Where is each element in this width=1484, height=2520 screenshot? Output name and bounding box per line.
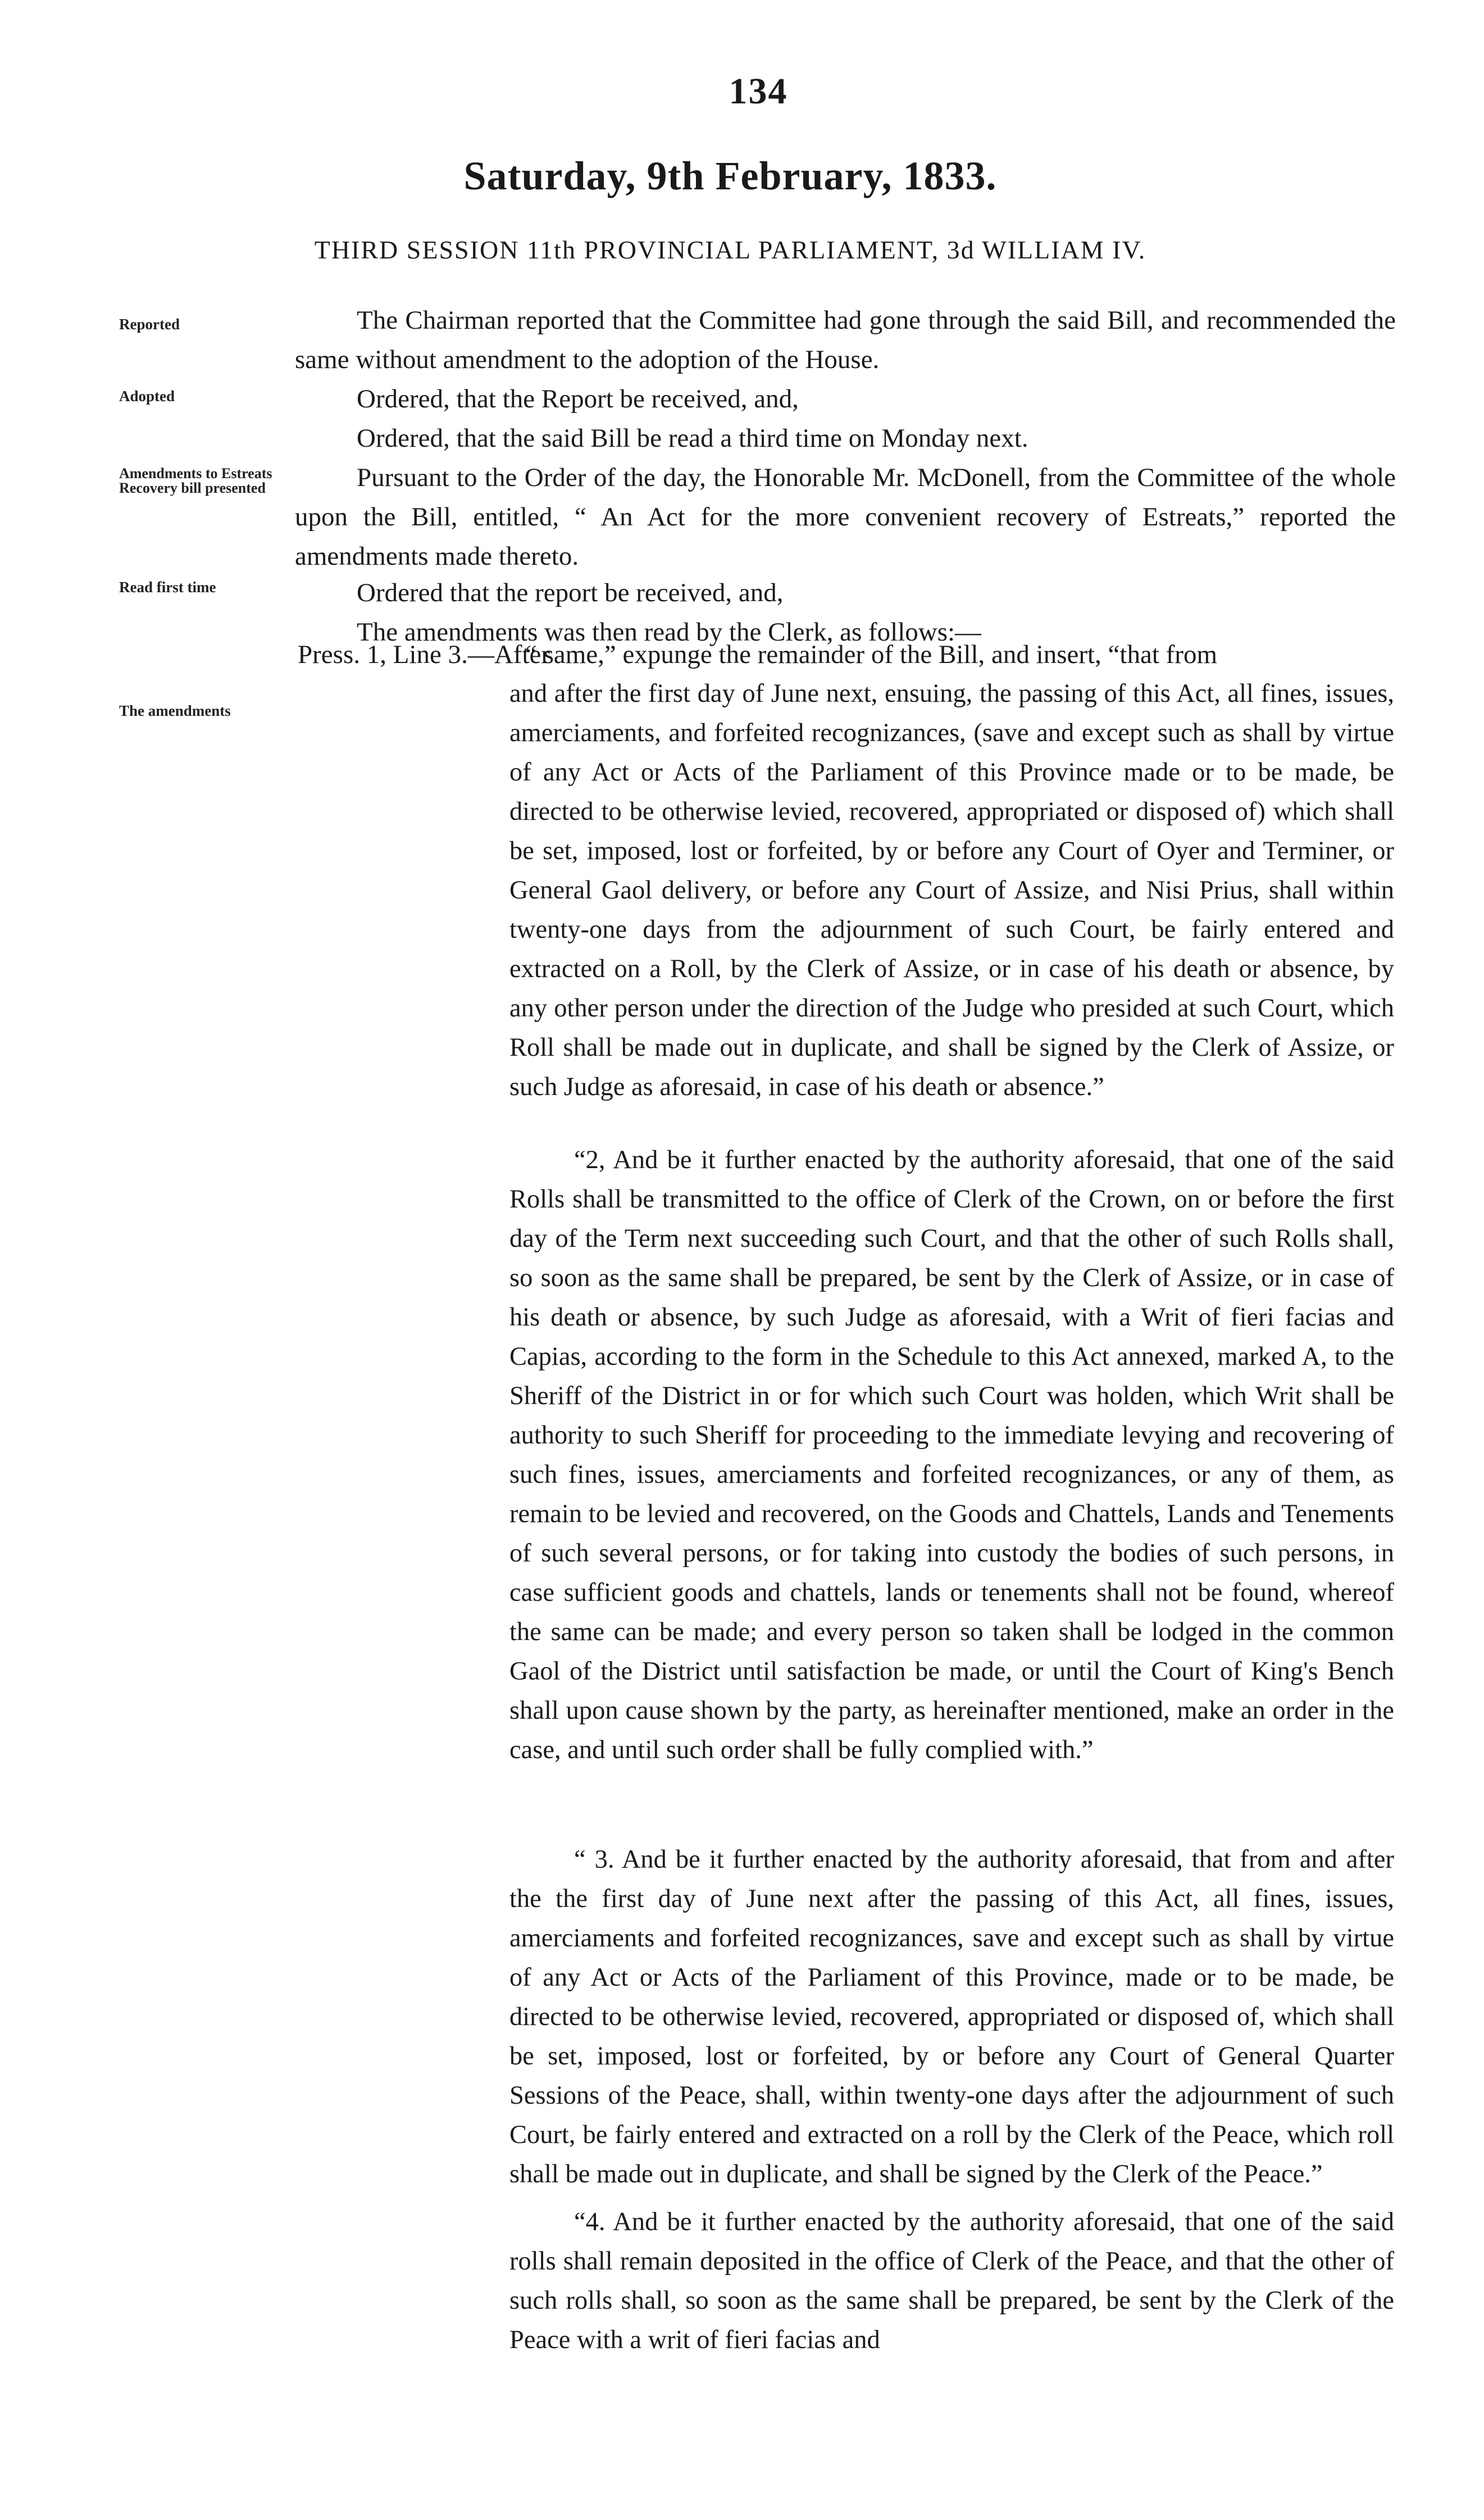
session-heading: THIRD SESSION 11th PROVINCIAL PARLIAMENT, 3d WILLIAM IV. (314, 235, 1146, 264)
amendment-clause-1: and after the first day of June next, ensuing, the passing of this Act, all fines, issues, amerciaments, and forfeited recognizances, (save and except such as shall by virtue of any Act or Acts of the Parliament of this Province made or to be made, be directed to be otherwise levied, recovered, appropriated or disposed of) which shall be set, imposed, lost or forfeited, by or before any Court of Oyer and Terminer, or General Gaol delivery, or before any Court of Assize, and Nisi Prius, shall within twenty-one days from the adjournment of such Court, be fairly entered and extracted on a Roll, by the Clerk of Assize, or in case of his death or absence, by any other person under the direction of the Judge who presided at such Court, which Roll shall be made out in duplicate, and shall be signed by the Clerk of Assize, or such Judge as aforesaid, in case of his death or absence.” (509, 679, 1394, 1101)
paragraph-report-received: Ordered that the report be received, and, (357, 578, 784, 607)
amendment-clause-4: “4. And be it further enacted by the authority aforesaid, that one of the said rolls shall remain deposited in the office of Clerk of the Peace, and that the other of such rolls shall, so soon as the same shall be prepared, be sent by the Clerk of the Peace with a writ of fieri facias and (509, 2208, 1394, 2354)
amendment-lead: Press. 1, Line 3.—After (298, 640, 550, 669)
paragraph-pursuant-order: Pursuant to the Order of the day, the Honorable Mr. McDonell, from the Committee of the whole upon the Bill, entitled, “ An Act for the more convenient recovery of Estreats,” reported the amendments made thereto. (295, 463, 1396, 571)
paragraph-amendments-read: The amendments was then read by the Clerk, as follows:— (357, 617, 982, 647)
margin-note-amendments-presented: Amendments to Estreats Recovery bill presented (119, 465, 272, 496)
date-heading: Saturday, 9th February, 1833. (463, 153, 997, 198)
paragraph-chairman-report: The Chairman reported that the Committee had gone through the said Bill, and recommended the same without amendment to the adoption of the House. (295, 306, 1396, 374)
amendment-clause-3: “ 3. And be it further enacted by the authority aforesaid, that from and after the the first day of June next after the passing of this Act, all fines, issues, amerciaments and forfeited recognizances, save and except such as shall by virtue of any Act or Acts of the Parliament of this Province, made or to be made, be directed to be otherwise levied, recovered, appropriated or disposed of, which shall be set, imposed, lost or forfeited, by or before any Court of General Quarter Sessions of the Peace, shall, within twenty-one days after the adjournment of such Court, be fairly entered and extracted on a roll by the Clerk of the Peace, which roll shall be made out in duplicate, and shall be signed by the Clerk of the Peace.” (509, 1845, 1394, 2188)
paragraph-ordered-third-time: Ordered, that the said Bill be read a third time on Monday next. (357, 424, 1028, 453)
margin-note-reported: Reported (119, 316, 180, 333)
amendment-first-line: “ same,” expunge the remainder of the Bill, and insert, “that from (525, 640, 1218, 669)
paragraph-ordered-received: Ordered, that the Report be received, and, (357, 384, 799, 414)
margin-note-read-first-time: Read first time (119, 579, 216, 596)
margin-note-adopted: Adopted (119, 388, 175, 405)
page-number: 134 (729, 71, 788, 112)
amendment-clause-2: “2, And be it further enacted by the authority aforesaid, that one of the said Rolls shall be transmitted to the office of Clerk of the Crown, on or before the first day of the Term next succeeding such Court, and that the other of such Rolls shall, so soon as the same shall be prepared, be sent by the Clerk of Assize, or in case of his death or absence, by such Judge as aforesaid, with a Writ of fieri facias and Capias, according to the form in the Schedule to this Act annexed, marked A, to the Sheriff of the District in or for which such Court was holden, which Writ shall be authority to such Sheriff for proceeding to the immediate levying and recovering of such fines, issues, amerciaments and forfeited recognizances, or any of them, as remain to be levied and recovered, on the Goods and Chattels, Lands and Tenements of such several persons, or for taking into custody the bodies of such persons, in case sufficient goods and chattels, lands or tenements shall not be found, whereof the same can be made; and every person so taken shall be lodged in the common Gaol of the District until satisfaction be made, or until the Court of King's Bench shall upon cause shown by the party, as hereinafter mentioned, make an order in the case, and until such order shall be fully complied with.” (509, 1146, 1394, 1764)
margin-note-the-amendments: The amendments (119, 702, 231, 719)
